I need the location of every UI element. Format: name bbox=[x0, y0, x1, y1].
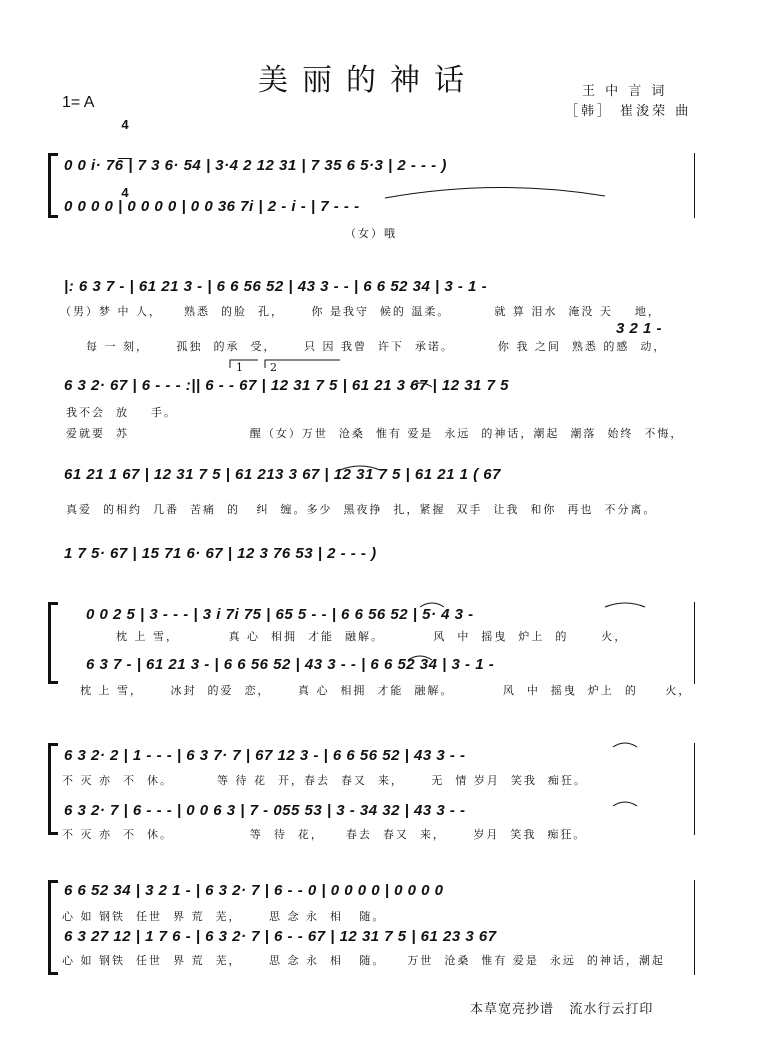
notation-line: |: 6 3 7 - | 61 21 3 - | 6 6 56 52 | 43 3 - - | 6 6 52 34 | 3 - 1 - bbox=[64, 278, 488, 295]
volta-1-label: 1 bbox=[236, 361, 245, 374]
volta-2-label: 2 bbox=[270, 361, 279, 374]
lyricist-credit: 王 中 言 词 bbox=[582, 84, 668, 99]
lyric-line: 真爱 的相约 几番 苦痛 的 纠 缠。多少 黑夜挣 扎，紧握 双手 让我 和你 再也 不分离。 bbox=[66, 503, 657, 516]
lyric-line: （女）哦 bbox=[345, 227, 397, 240]
meter-bottom: 4 bbox=[121, 185, 129, 200]
notation-line: 0 0 i· 76 | 7 3 6· 54 | 3·4 2 12 31 | 7 35 6 5·3 | 2 - - - ) bbox=[64, 157, 447, 174]
composer-credit: ［韩］ 崔浚荣 曲 bbox=[565, 104, 692, 119]
lyric-line: 不 灭 亦 不 休。 等 待 花 开，春去 春又 来， 无 情 岁月 笑我 痴狂。 bbox=[62, 774, 587, 787]
lyric-line: 我不会 放 手。 bbox=[66, 406, 177, 419]
notation-line: 6 6 52 34 | 3 2 1 - | 6 3 2· 7 | 6 - - 0 | 0 0 0 0 | 0 0 0 0 bbox=[64, 882, 444, 899]
notation-line: 6 3 27 12 | 1 7 6 - | 6 3 2· 7 | 6 - - 67 | 12 31 7 5 | 61 23 3 67 bbox=[64, 928, 497, 945]
notation-line: 6 3 2· 67 | 6 - - - :|| 6 - - 67 | 12 31 7 5 | 61 21 3 67 | 12 31 7 5 bbox=[64, 377, 509, 394]
lyric-line: （男）梦 中 人， 熟悉 的脸 孔， 你 是我守 候的 温柔。 就 算 泪水 淹没 天 地， bbox=[60, 305, 661, 318]
system-bracket-1 bbox=[48, 153, 51, 218]
system-bracket-2 bbox=[48, 602, 51, 684]
lyric-line: 心 如 钢铁 任世 界 荒 芜， 思 念 永 相 随。 万世 沧桑 惟有 爱是 永远 的神话，潮起 bbox=[62, 954, 665, 967]
lyric-line: 爱就要 苏 醒（女）万世 沧桑 惟有 爱是 永远 的神话，潮起 潮落 始终 不悔， bbox=[66, 427, 684, 440]
notation-line: 6 3 2· 7 | 6 - - - | 0 0 6 3 | 7 - 055 53 | 3 - 34 32 | 43 3 - - bbox=[64, 802, 466, 819]
song-title: 美丽的神话 bbox=[258, 63, 478, 98]
system-endbar-1 bbox=[694, 153, 695, 218]
system-endbar-4 bbox=[694, 880, 695, 975]
lyric-line: 枕 上 雪， 冰封 的爱 恋， 真 心 相拥 才能 融解。 风 中 摇曳 炉上 的 火， bbox=[80, 684, 692, 697]
meter-top: 4 bbox=[121, 117, 129, 132]
notation-line: 61 21 1 67 | 12 31 7 5 | 61 213 3 67 | 12 31 7 5 | 61 21 1 ( 67 bbox=[64, 466, 501, 483]
system-endbar-2 bbox=[694, 602, 695, 684]
transcriber-credit: 本草宽亮抄谱 流水行云打印 bbox=[470, 1002, 654, 1017]
notation-line: 6 3 7 - | 61 21 3 - | 6 6 56 52 | 43 3 - - | 6 6 52 34 | 3 - 1 - bbox=[86, 656, 495, 673]
notation-line: 0 0 2 5 | 3 - - - | 3 i 7i 75 | 65 5 - - | 6 6 56 52 | 5· 4 3 - bbox=[86, 606, 474, 623]
key-signature: 1= A bbox=[62, 94, 95, 111]
system-bracket-3 bbox=[48, 743, 51, 835]
notation-line: 6 3 2· 2 | 1 - - - | 6 3 7· 7 | 67 12 3 - | 6 6 56 52 | 43 3 - - bbox=[64, 747, 466, 764]
notation-line: 3 2 1 - bbox=[616, 320, 663, 337]
system-endbar-3 bbox=[694, 743, 695, 835]
lyric-line: 每 一 刻， 孤独 的承 受， 只 因 我曾 许下 承诺。 你 我 之间 熟悉 的感 动， bbox=[86, 340, 667, 353]
lyric-line: 枕 上 雪， 真 心 相拥 才能 融解。 风 中 摇曳 炉上 的 火， bbox=[116, 630, 628, 643]
system-bracket-4 bbox=[48, 880, 51, 975]
notation-line: 1 7 5· 67 | 15 71 6· 67 | 12 3 76 53 | 2 - - - ) bbox=[64, 545, 377, 562]
lyric-line: 不 灭 亦 不 休。 等 待 花， 春去 春又 来， 岁月 笑我 痴狂。 bbox=[62, 828, 587, 841]
lyric-line: 心 如 钢铁 任世 界 荒 芜， 思 念 永 相 随。 bbox=[62, 910, 386, 923]
notation-line: 0 0 0 0 | 0 0 0 0 | 0 0 36 7i | 2 - i - | 7 - - - bbox=[64, 198, 360, 215]
